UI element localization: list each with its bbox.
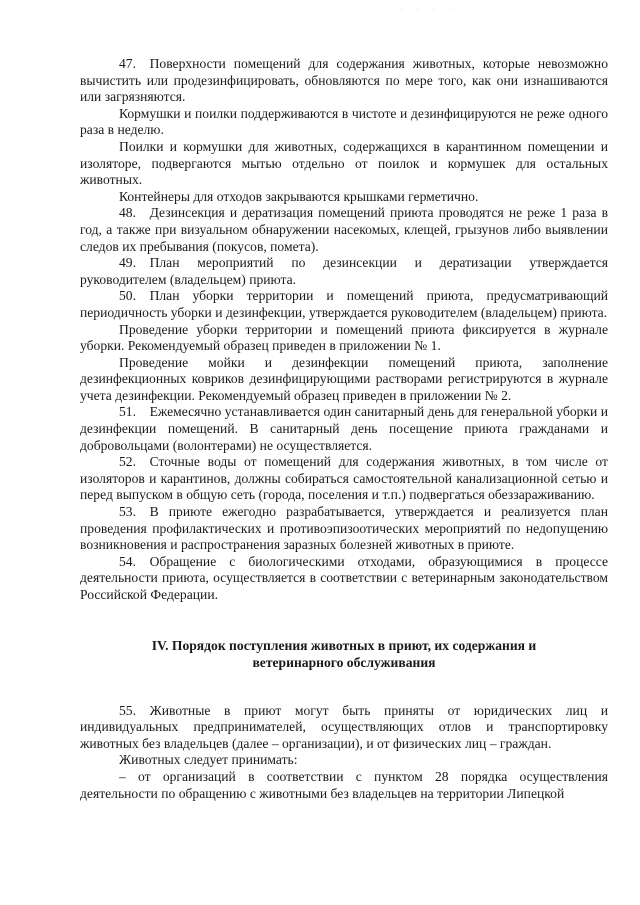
paragraph-50: 50. План уборки территории и помещений приюта, предусматривающий периодичность уборки и дезинфекции, утверждается руководителем (владельцем) приюта. — [80, 288, 608, 320]
paragraph-48: 48. Дезинсекция и дератизация помещений приюта проводятся не реже 1 раза в год, а также при визуальном обнаружении насекомых, клещей, грызунов либо выявлении следов их пребывания (покусов, помета). — [80, 205, 608, 254]
paragraph-feeders-cleaning: Кормушки и поилки поддерживаются в чистоте и дезинфицируются не реже одного раза в неделю. — [80, 105, 608, 138]
paragraph-55: 55. Животные в приют могут быть приняты от юридических лиц и индивидуальных предпринимателей, осуществляющих отлов и транспортировку животных без владельцев (далее – организации), и от физических лиц – граждан. — [80, 702, 608, 751]
paragraph-54: 54. Обращение с биологическими отходами, образующимися в процессе деятельности приюта, осуществляется в соответствии с ветеринарным законодательством Российской Федерации. — [80, 553, 608, 602]
paragraph-from-organizations: – от организаций в соответствии с пунктом 28 порядка осуществления деятельности по обращению с животными без владельцев на территории Липецкой — [80, 768, 608, 801]
paragraph-51: 51. Ежемесячно устанавливается один санитарный день для генеральной уборки и дезинфекции помещений. В санитарный день посещение приюта гражданами и добровольцами (волонтерами) не осуществляется. — [80, 404, 608, 453]
paragraph-cleaning-journal: Проведение уборки территории и помещений приюта фиксируется в журнале уборки. Рекомендуемый образец приведен в приложении № 1. — [80, 321, 608, 354]
paragraph-52: 52. Сточные воды от помещений для содержания животных, в том числе от изоляторов и карантинов, должны собираться самостоятельной канализационной сетью и перед выпуском в общую сеть (города, поселения и т.п.) подвергаться обеззараживанию. — [80, 454, 608, 503]
section-heading-line1: IV. Порядок поступления животных в приют, их содержания и — [151, 637, 537, 653]
section-heading-line2: ветеринарного обслуживания — [252, 654, 436, 670]
paragraph-waste-containers: Контейнеры для отходов закрываются крышками герметично. — [119, 188, 479, 204]
paragraph-49: 49. План мероприятий по дезинсекции и дератизации утверждается руководителем (владельцем) приюта. — [80, 255, 608, 287]
section-heading — [80, 637, 608, 671]
document-body — [80, 56, 608, 802]
scan-artifacts: · · · · — [400, 6, 458, 14]
paragraph-quarantine-feeders: Поилки и кормушки для животных, содержащихся в карантинном помещении и изоляторе, подвергаются мытью отдельно от поилок и кормушек для остальных животных. — [80, 138, 608, 188]
paragraph-53: 53. В приюте ежегодно разрабатывается, утверждается и реализуется план проведения профилактических и противоэпизоотических мероприятий по недопущению возникновения и распространения заразных болезней животных в приюте. — [80, 504, 608, 553]
paragraph-accept-animals: Животных следует принимать: — [119, 752, 298, 768]
paragraph-disinfection-journal: Проведение мойки и дезинфекции помещений приюта, заполнение дезинфекционных ковриков дезинфицирующими растворами регистрируются в журнале учета дезинфекции. Рекомендуемый образец приведен в приложении № 2. — [80, 354, 608, 403]
paragraph-47: 47. Поверхности помещений для содержания животных, которые невозможно вычистить или продезинфицировать, обновляются по мере того, как они изнашиваются или загрязняются. — [80, 56, 608, 105]
